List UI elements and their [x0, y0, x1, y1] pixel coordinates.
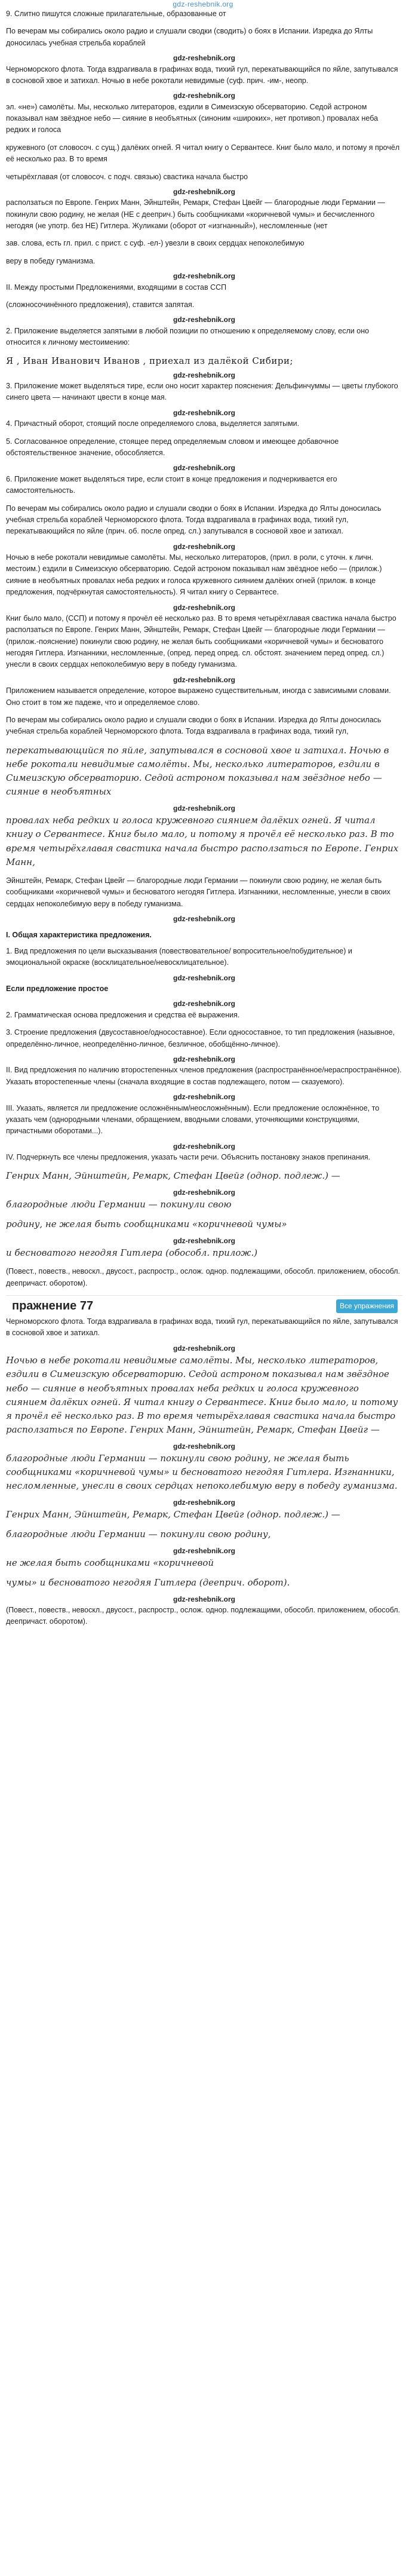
- text-paragraph: 1. Вид предложения по цели высказывания (повествовательное/ вопросительное/побудительное) и эмоциональной окраске (восклицательное/невосклицательное).: [6, 946, 352, 967]
- text-paragraph: 4. Причастный оборот, стоящий после определяемого слова, выделяется запятыми.: [6, 419, 300, 428]
- watermark: gdz-reshebnik.org: [173, 603, 235, 612]
- site-logo[interactable]: gdz-reshebnik.org: [173, 0, 233, 8]
- text-paragraph: II. Вид предложения по наличию второстепенных членов предложения (распространённое/нераспространённое). Указать второстепенные члены (сначала входящие в состав подлежащего, потом — сказуемого).: [6, 1066, 402, 1086]
- text-paragraph: По вечерам мы собирались около радио и слушали сводки (сводить) о боях в Испании. Изредка до Ялты доносилась учебная стрельба кораблей: [6, 27, 373, 47]
- watermark: gdz-reshebnik.org: [173, 1344, 235, 1353]
- handwritten-analysis: Ночью в небе рокотали невидимые самолёты. Мы, несколько литераторов, ездили в Симеизскую обсерваторию. Седой астроном показывал нам звёздное небо — сияние в необъятных провалах неба редких и голоса кружевного сиянием далёких огней. Я читал книгу о Сервантесе. Книг было мало, и потому я прочёл её несколько раз. В то время четырёхглавая свастика начала быстро расползаться по Европе. Генрих Манн, Эйнштейн, Ремарк, Стефан Цвейг —: [6, 1355, 398, 1436]
- solution-content: [0, 8, 406, 1628]
- handwritten-analysis: родину, не желая быть сообщниками «коричневой чумы»: [6, 1219, 287, 1230]
- watermark: gdz-reshebnik.org: [173, 999, 235, 1008]
- text-paragraph: 6. Приложение может выделяться тире, если стоит в конце предложения и подчеркивается его самостоятельность.: [6, 474, 337, 495]
- text-paragraph: кружевного (от словосоч. с сущ.) далёких огней. Я читал книгу о Сервантесе. Книг было мало, и потому я прочёл её несколько раз. В то время: [6, 143, 400, 164]
- watermark: gdz-reshebnik.org: [173, 804, 235, 812]
- watermark: gdz-reshebnik.org: [173, 1236, 235, 1245]
- watermark: gdz-reshebnik.org: [173, 370, 235, 379]
- text-paragraph: 9. Слитно пишутся сложные прилагательные, образованные от: [6, 10, 226, 18]
- watermark: gdz-reshebnik.org: [173, 1142, 235, 1151]
- watermark: gdz-reshebnik.org: [173, 1546, 235, 1555]
- text-paragraph: По вечерам мы собирались около радио и слушали сводки о боях в Испании. Изредка до Ялты доносилась учебная стрельба кораблей Черноморского флота. Тогда вздрагивала в графинах вода, тихий гул, перекатывающийся по яйле (прич. об. после опред. сл.) запутывался в сосновой хвое и затихал.: [6, 504, 382, 536]
- watermark: gdz-reshebnik.org: [173, 675, 235, 684]
- text-paragraph: По вечерам мы собирались около радио и слушали сводки о боях в Испании. Изредка до Ялты доносилась учебная стрельба кораблей Черноморского флота. Тогда вздрагивала в графинах вода, тихий гул,: [6, 715, 382, 736]
- text-paragraph: II. Между простыми Предложениями, входящими в состав ССП: [6, 283, 227, 292]
- watermark: gdz-reshebnik.org: [173, 54, 235, 63]
- text-paragraph: 5. Согласованное определение, стоящее перед определяемым словом и имеющее добавочное обстоятельственное значение, обособляется.: [6, 437, 339, 457]
- watermark: gdz-reshebnik.org: [173, 272, 235, 281]
- text-paragraph: 2. Приложение выделяется запятыми в любой позиции по отношению к определяемому слову, если оно относится к личному местоимению:: [6, 326, 370, 347]
- watermark: gdz-reshebnik.org: [173, 1594, 235, 1603]
- handwritten-analysis: Генрих Манн, Эйнштейн, Ремарк, Стефан Цвейг (однор. подлеж.) —: [6, 1170, 340, 1182]
- watermark: gdz-reshebnik.org: [173, 464, 235, 473]
- text-paragraph: Если предложение простое: [6, 985, 109, 993]
- handwritten-analysis: благородные люди Германии — покинули свою: [6, 1199, 232, 1210]
- handwritten-analysis: Генрих Манн, Эйнштейн, Ремарк, Стефан Цвейг (однор. подлеж.) —: [6, 1509, 340, 1520]
- text-paragraph: Черноморского флота. Тогда вздрагивала в графинах вода, тихий гул, перекатывающийся по яйле, запутывался в сосновой хвое и затихал.: [6, 1317, 398, 1338]
- text-paragraph: IV. Подчеркнуть все члены предложения, указать части речи. Объяснить постановку знаков препинания.: [6, 1153, 371, 1162]
- watermark: gdz-reshebnik.org: [173, 915, 235, 924]
- watermark: gdz-reshebnik.org: [173, 91, 235, 100]
- all-exercises-link[interactable]: Все упражнения: [336, 1299, 398, 1313]
- handwritten-analysis: благородные люди Германии — покинули свою родину,: [6, 1529, 271, 1540]
- text-paragraph: (сложносочинённого предложения), ставится запятая.: [6, 300, 195, 309]
- exercise-header: [6, 1295, 402, 1312]
- text-paragraph: Эйнштейн, Ремарк, Стефан Цвейг — благородные люди Германии — покинули свою родину, не желая быть сообщниками «коричневой чумы» и бесноватого негодяя Гитлера. Изгнанники, несломленные, унесли в своих сердцах непоколебимую веру в победу гуманизма.: [6, 876, 390, 908]
- handwritten-analysis: провалах неба редких и голоса кружевного сиянием далёких огней. Я читал книгу о Сервантесе. Книг было мало, и потому я прочёл её несколько раз. В то время четырёхглавая свастика начала быстро расползаться по Европе. Генрих Манн,: [6, 815, 399, 867]
- watermark: gdz-reshebnik.org: [173, 973, 235, 982]
- handwritten-analysis: благородные люди Германии — покинули свою родину, не желая быть сообщниками «коричневой чумы» и бесноватого негодяя Гитлера. Изгнанники, несломленные, унесли в своих сердцах непоколебимую веру в победу гуманизма.: [6, 1452, 398, 1492]
- section-title: I. Общая характеристика предложения.: [6, 930, 152, 939]
- watermark: gdz-reshebnik.org: [173, 1498, 235, 1507]
- watermark: gdz-reshebnik.org: [173, 1188, 235, 1197]
- handwritten-analysis: чумы» и бесноватого негодяя Гитлера (дееприч. оборот).: [6, 1577, 290, 1588]
- watermark: gdz-reshebnik.org: [173, 1442, 235, 1450]
- text-paragraph: III. Указать, является ли предложение осложнённым/неосложнённым). Если предложение осложнённое, то указать чем (однородными членами, обращением, вводными словами, уточняющими конструкциями, причастными оборотами...).: [6, 1103, 380, 1136]
- exercise-title: пражнение 77: [12, 1299, 94, 1312]
- sentence-scheme: Я , Иван Иванович Иванов , приехал из далёкой Сибири;: [6, 355, 294, 367]
- handwritten-analysis: перекатывающийся по яйле, запутывался в сосновой хвое и затихал. Ночью в небе рокотали невидимые самолёты. Мы, несколько литераторов, ездили в Симеизскую обсерваторию. Седой астроном показывал нам звёздное небо — сияние в необъятных: [6, 744, 389, 798]
- text-paragraph: (Повест., повеств., невоскл., двусост., распростр., ослож. однор. подлежащими, обособл. приложением, обособл. деепричаст. оборотом).: [6, 1267, 401, 1287]
- text-paragraph: Приложением называется определение, которое выражено существительным, иногда с зависимыми словами. Оно стоит в том же падеже, что и определяемое слово.: [6, 686, 391, 707]
- text-paragraph: эл. «не») самолёты. Мы, несколько литераторов, ездили в Симеизскую обсерваторию. Седой астроном показывал нам звёздное небо — сияние в необъятных (синоним «широких», нет противоп.) провалах неба редких и голоса: [6, 102, 379, 134]
- text-paragraph: (Повест., повеств., невоскл., двусост., распростр., ослож. однор. подлежащими, обособл. приложением, обособл. деепричаст. оборотом).: [6, 1605, 401, 1626]
- text-paragraph: Книг было мало, (ССП) и потому я прочёл её несколько раз. В то время четырёхглавая свастика начала быстро расползаться по Европе. Генрих Манн, Эйнштейн, Ремарк, Стефан Цвейг — благородные люди Германии — (прилож.-пояснение) покинули свою родину, не желая быть сообщниками «коричневой чумы» и бесноватого негодяя Гитлера. Изгнанники, несломленные, (опред. перед опред. сл. обстоят. значением перед опред. сл.) унесли в своих сердцах непоколебимую веру в победу гуманизма.: [6, 614, 396, 669]
- text-paragraph: Ночью в небе рокотали невидимые самолёты. Мы, несколько литераторов, (прил. в роли, с уточн. к личн. местоим.) ездили в Симеизскую обсерваторию. Седой астроном показывал нам звёздное небо — (прилож.) сияние в необъятных провалах неба редких и голоса кружевного сиянием далёких огней (прилож. в конце предложения, подчёркнутая самостоятельность). Я читал книгу о Сервантесе.: [6, 553, 382, 597]
- watermark: gdz-reshebnik.org: [173, 187, 235, 196]
- text-paragraph: 2. Грамматическая основа предложения и средства её выражения.: [6, 1010, 240, 1019]
- text-paragraph: 3. Приложение может выделяться тире, если оно носит характер пояснения: Дельфинчуммы — цветы глубокого синего цвета — начинают цвести в конце мая.: [6, 382, 398, 402]
- text-paragraph: зав. слова, есть гл. прил. с прист. с суф. -ел-) увезли в своих сердцах непоколебимую: [6, 239, 304, 248]
- text-paragraph: расползаться по Европе. Генрих Манн, Эйнштейн, Ремарк, Стефан Цвейг — благородные люди Германии — покинули свою родину, не желая (НЕ с дееприч.) быть сообщниками «коричневой чумы» и бесчисленного негодяя (не употр. без НЕ) Гитлера. Жуликами (оборот от «изгнанный»), несломленные (нет: [6, 198, 385, 231]
- watermark: gdz-reshebnik.org: [173, 542, 235, 551]
- text-paragraph: 3. Строение предложения (двусоставное/односоставное). Если односоставное, то тип предложения (назывное, определённо-личное, неопределённо-личное, безличное, обобщённо-личное).: [6, 1028, 395, 1048]
- text-paragraph: веру в победу гуманизма.: [6, 256, 96, 265]
- watermark: gdz-reshebnik.org: [173, 1093, 235, 1102]
- watermark: gdz-reshebnik.org: [173, 1054, 235, 1063]
- text-paragraph: Черноморского флота. Тогда вздрагивала в графинах вода, тихий гул, перекатывающийся по яйле, запутывался в сосновой хвое и затихал. Ночью в небе рокотали невидимые (суф. прич. -им-, неопр.: [6, 65, 398, 85]
- watermark: gdz-reshebnik.org: [173, 315, 235, 324]
- handwritten-analysis: не желая быть сообщниками «коричневой: [6, 1557, 214, 1568]
- handwritten-analysis: и бесноватого негодяя Гитлера (обособл. прилож.): [6, 1247, 258, 1258]
- watermark: gdz-reshebnik.org: [173, 408, 235, 417]
- text-paragraph: четырёхглавая (от словосоч. с подч. связью) свастика начала быстро: [6, 172, 248, 181]
